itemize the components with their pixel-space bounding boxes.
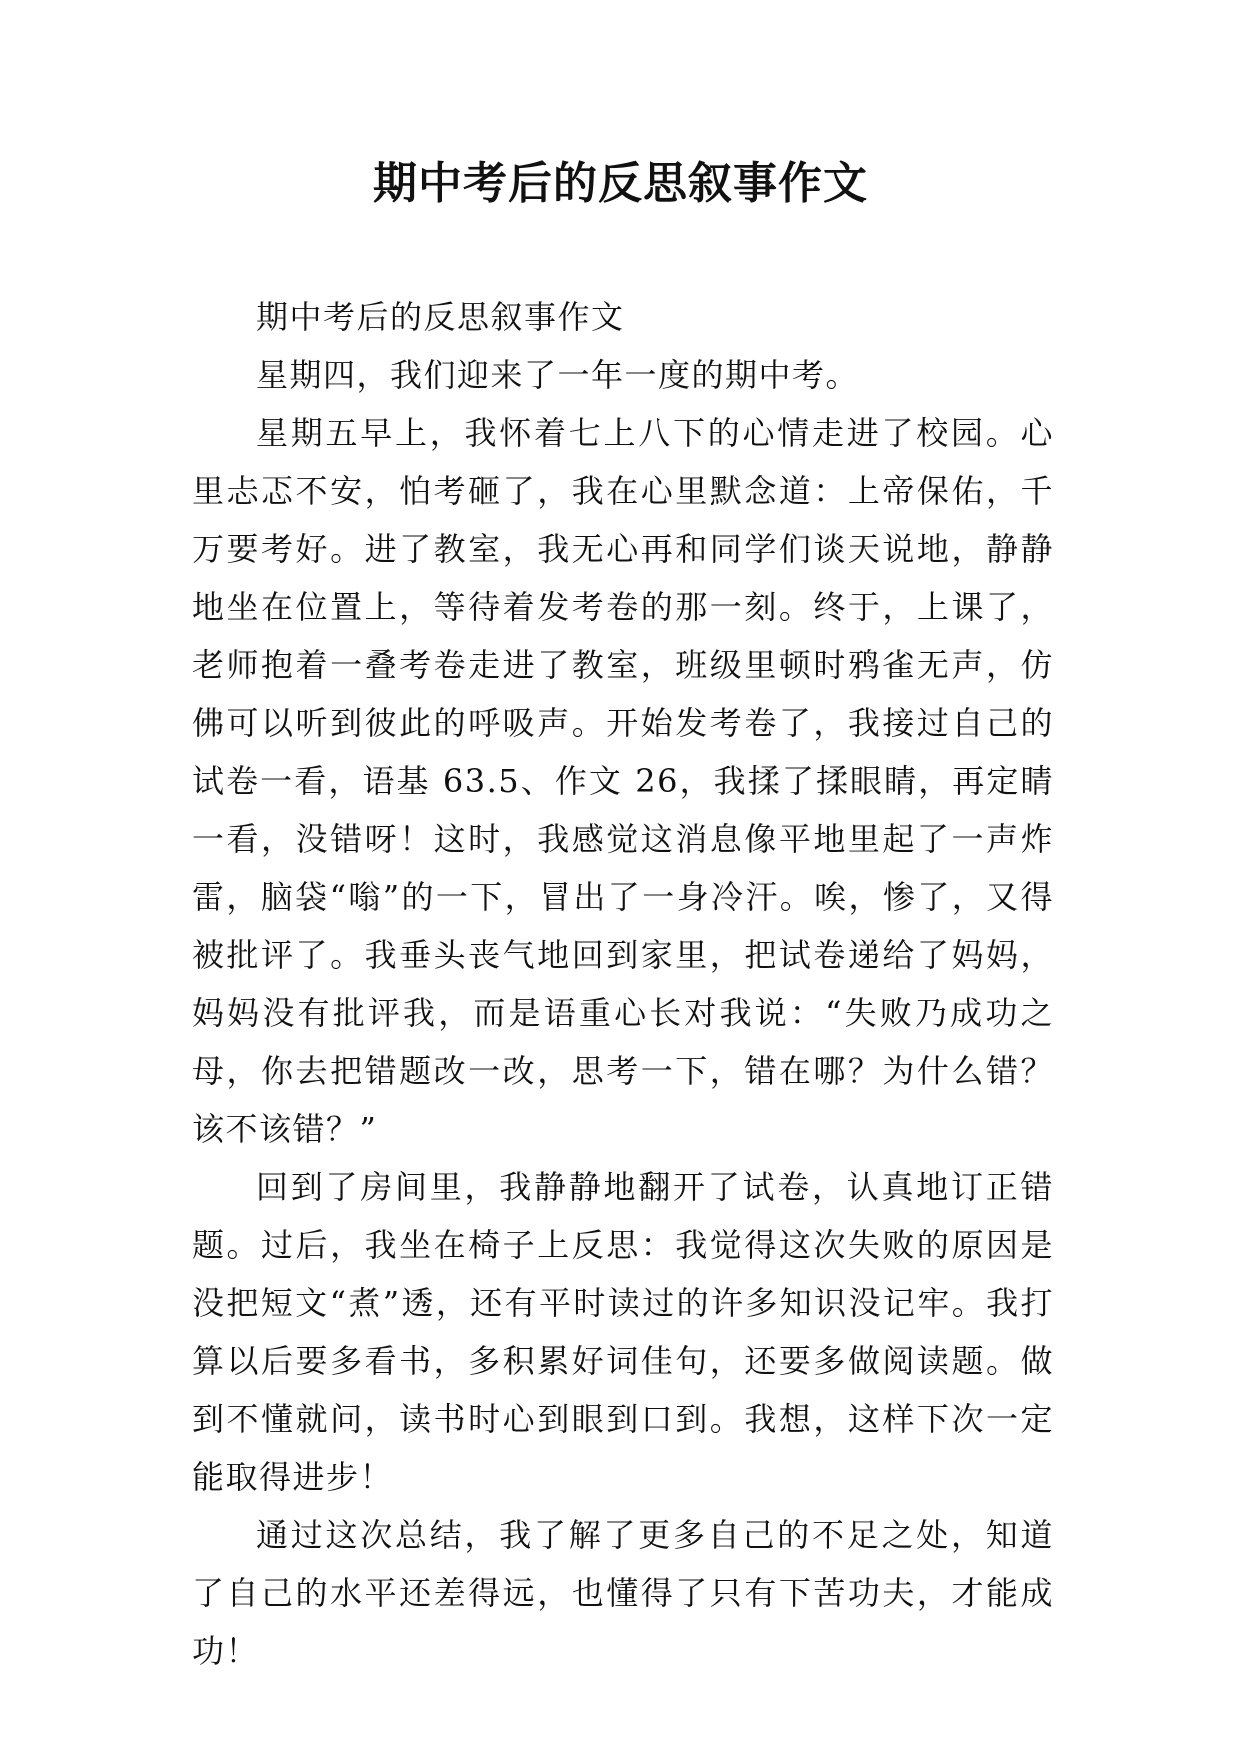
paragraph: 回到了房间里，我静静地翻开了试卷，认真地订正错题。过后，我坐在椅子上反思：我觉得这次失败的原因是没把短文“煮”透，还有平时读过的许多知识没记牢。我打算以后要多看书，多积累好词佳句，还要多做阅读题。做到不懂就问，读书时心到眼到口到。我想，这样下次一定能取得进步！: [192, 1168, 1054, 1496]
paragraph: 星期四，我们迎来了一年一度的期中考。: [256, 356, 860, 394]
paragraph: 通过这次总结，我了解了更多自己的不足之处，知道了自己的水平还差得远，也懂得了只有下苦功夫，才能成功！: [192, 1516, 1054, 1670]
paragraph-subtitle: 期中考后的反思叙事作文: [256, 298, 625, 336]
document-title: 期中考后的反思叙事作文: [373, 158, 868, 209]
document-body: [192, 288, 1054, 1680]
paragraph: 星期五早上，我怀着七上八下的心情走进了校园。心里忐忑不安，怕考砸了，我在心里默念道：上帝保佑，千万要考好。进了教室，我无心再和同学们谈天说地，静静地坐在位置上，等待着发考卷的那一刻。终于，上课了，老师抱着一叠考卷走进了教室，班级里顿时鸦雀无声，仿佛可以听到彼此的呼吸声。开始发考卷了，我接过自己的试卷一看，语基 63.5、作文 26，我揉了揉眼睛，再定睛一看，没错呀！这时，我感觉这消息像平地里起了一声炸雷，脑袋“嗡”的一下，冒出了一身冷汗。唉，惨了，又得被批评了。我垂头丧气地回到家里，把试卷递给了妈妈，妈妈没有批评我，而是语重心长对我说：“失败乃成功之母，你去把错题改一改，思考一下，错在哪？为什么错？该不该错？”: [192, 414, 1054, 1148]
